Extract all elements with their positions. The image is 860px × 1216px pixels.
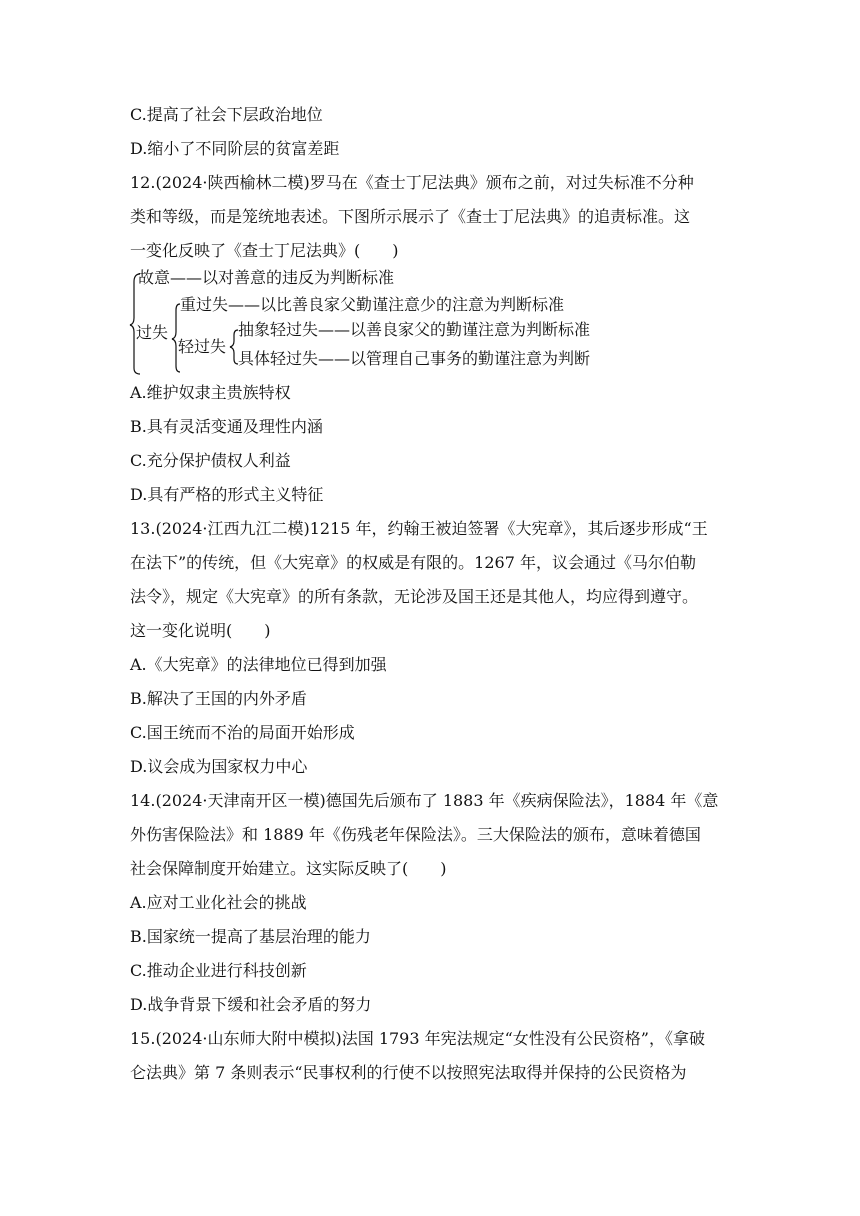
q12-option-b: B.具有灵活变通及理性内涵 [130,417,323,436]
q12-stem-line: 类和等级，而是笼统地表述。下图所示展示了《查士丁尼法典》的追责标准。这 [130,207,691,226]
q12-stem-line: 12.(2024·陕西榆林二模)罗马在《查士丁尼法典》颁布之前，对过失标准不分种 [130,173,694,192]
q12-option-a: A.维护奴隶主贵族特权 [130,383,291,402]
q13-option-b: B.解决了王国的内外矛盾 [130,689,307,708]
q14-option-d: D.战争背景下缓和社会矛盾的努力 [130,995,372,1014]
q14-stem [130,784,730,886]
q13-stem-line: 法令》，规定《大宪章》的所有条款，无论涉及国王还是其他人，均应得到遵守。 [130,587,699,606]
q14-option-c: C.推动企业进行科技创新 [130,961,307,980]
q12-option-d: D.具有严格的形式主义特征 [130,485,324,504]
q13-option-c: C.国王统而不治的局面开始形成 [130,723,355,742]
q14-stem-line: 外伤害保险法》和 1889 年《伤残老年保险法》。三大保险法的颁布，意味着德国 [130,825,701,844]
q14-stem-line: 14.(2024·天津南开区一模)德国先后颁布了 1883 年《疾病保险法》，1884 年《意 [130,791,719,810]
intent-label: 故意——以对善意的违反为判断标准 [138,268,395,287]
q11-option-c: C.提高了社会下层政治地位 [130,105,323,124]
q14-option-a: A.应对工业化社会的挑战 [130,893,307,912]
fault-classification-diagram [130,268,730,376]
q14-option-b: B.国家统一提高了基层治理的能力 [130,927,371,946]
q12-stem [130,166,730,268]
q12-stem-line: 一变化反映了《查士丁尼法典》( ) [130,241,399,260]
q12-option-c: C.充分保护债权人利益 [130,451,291,470]
concrete-slight-label: 具体轻过失——以管理自己事务的勤谨注意为判断 [238,349,591,368]
negligence-label: 过失 [136,323,169,342]
document-page [130,98,730,1090]
q11-option-d: D.缩小了不同阶层的贫富差距 [130,139,340,158]
q15-stem [130,1022,730,1090]
abstract-slight-label: 抽象轻过失——以善良家父的勤谨注意为判断标准 [238,320,591,339]
q13-option-d: D.议会成为国家权力中心 [130,757,308,776]
q14-stem-line: 社会保障制度开始建立。这实际反映了( ) [130,859,447,878]
q13-stem-line: 这一变化说明( ) [130,621,271,640]
gross-negligence-label: 重过失——以比善良家父勤谨注意少的注意为判断标准 [180,295,565,314]
q13-option-a: A.《大宪章》的法律地位已得到加强 [130,655,387,674]
q13-stem-line: 13.(2024·江西九江二模)1215 年，约翰王被迫签署《大宪章》，其后逐步形成“王 [130,519,708,538]
q13-stem [130,512,730,648]
light-fault-brace [230,330,238,364]
q15-stem-line: 15.(2024·山东师大附中模拟)法国 1793 年宪法规定“女性没有公民资格”，《拿破 [130,1029,705,1048]
slight-negligence-label: 轻过失 [178,337,227,356]
q13-stem-line: 在法下”的传统，但《大宪章》的权威是有限的。1267 年，议会通过《马尔伯勒 [130,553,696,572]
q15-stem-line: 仑法典》第 7 条则表示“民事权利的行使不以按照宪法取得并保持的公民资格为 [130,1063,687,1082]
